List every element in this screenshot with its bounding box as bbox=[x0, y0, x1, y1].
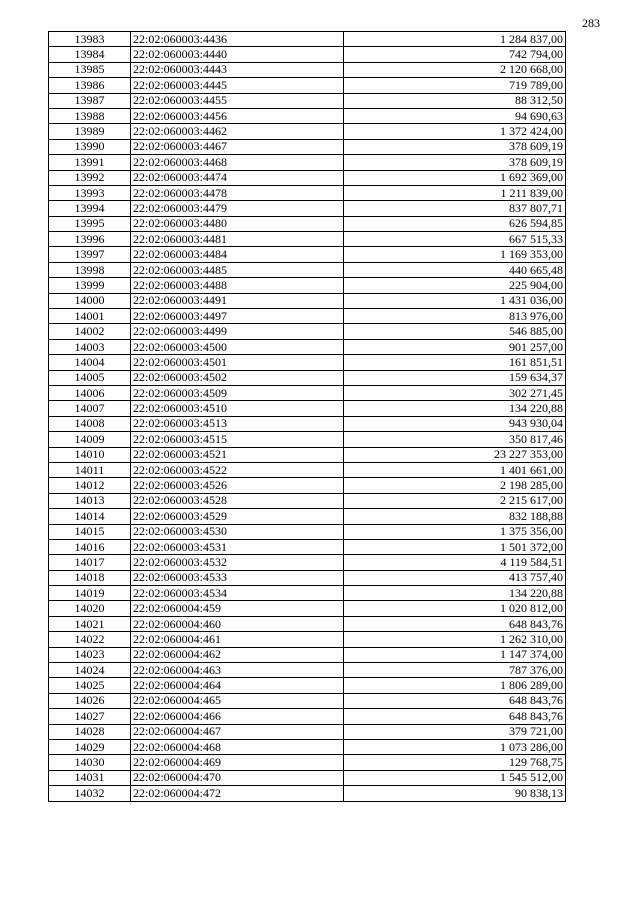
table-row bbox=[49, 632, 566, 647]
row-number-cell: 14032 bbox=[49, 786, 131, 801]
table-row bbox=[49, 755, 566, 770]
cadastral-value-cell: 719 789,00 bbox=[344, 78, 566, 93]
row-number-cell: 14000 bbox=[49, 293, 131, 308]
cadastral-number-cell: 22:02:060003:4501 bbox=[131, 355, 344, 370]
row-number-cell: 14030 bbox=[49, 755, 131, 770]
cadastral-number-cell: 22:02:060004:459 bbox=[131, 601, 344, 616]
row-number-cell: 14020 bbox=[49, 601, 131, 616]
cadastral-value-cell: 88 312,50 bbox=[344, 93, 566, 108]
row-number-cell: 14012 bbox=[49, 478, 131, 493]
cadastral-number-cell: 22:02:060004:463 bbox=[131, 663, 344, 678]
cadastral-value-cell: 440 665,48 bbox=[344, 262, 566, 277]
table-row bbox=[49, 493, 566, 508]
cadastral-value-cell: 413 757,40 bbox=[344, 570, 566, 585]
cadastral-number-cell: 22:02:060004:465 bbox=[131, 693, 344, 708]
table-row bbox=[49, 201, 566, 216]
cadastral-number-cell: 22:02:060004:461 bbox=[131, 632, 344, 647]
table-row bbox=[49, 770, 566, 785]
row-number-cell: 13998 bbox=[49, 262, 131, 277]
table-row bbox=[49, 539, 566, 554]
cadastral-number-cell: 22:02:060004:460 bbox=[131, 616, 344, 631]
table-row bbox=[49, 724, 566, 739]
row-number-cell: 14014 bbox=[49, 509, 131, 524]
table-row bbox=[49, 786, 566, 801]
cadastral-number-cell: 22:02:060004:470 bbox=[131, 770, 344, 785]
cadastral-number-cell: 22:02:060003:4531 bbox=[131, 539, 344, 554]
cadastral-value-cell: 648 843,76 bbox=[344, 616, 566, 631]
cadastral-number-cell: 22:02:060003:4510 bbox=[131, 401, 344, 416]
cadastral-value-cell: 1 211 839,00 bbox=[344, 185, 566, 200]
table-row bbox=[49, 232, 566, 247]
row-number-cell: 14006 bbox=[49, 385, 131, 400]
cadastral-value-cell: 94 690,63 bbox=[344, 108, 566, 123]
cadastral-value-cell: 225 904,00 bbox=[344, 278, 566, 293]
cadastral-value-cell: 379 721,00 bbox=[344, 724, 566, 739]
table-row bbox=[49, 93, 566, 108]
cadastral-number-cell: 22:02:060003:4484 bbox=[131, 247, 344, 262]
row-number-cell: 13999 bbox=[49, 278, 131, 293]
cadastral-value-cell: 742 794,00 bbox=[344, 47, 566, 62]
cadastral-number-cell: 22:02:060003:4502 bbox=[131, 370, 344, 385]
cadastral-number-cell: 22:02:060003:4513 bbox=[131, 416, 344, 431]
cadastral-number-cell: 22:02:060003:4478 bbox=[131, 185, 344, 200]
cadastral-value-cell: 134 220,88 bbox=[344, 401, 566, 416]
cadastral-number-cell: 22:02:060003:4528 bbox=[131, 493, 344, 508]
cadastral-number-cell: 22:02:060004:462 bbox=[131, 647, 344, 662]
cadastral-value-cell: 2 198 285,00 bbox=[344, 478, 566, 493]
table-row bbox=[49, 62, 566, 77]
cadastral-value-cell: 129 768,75 bbox=[344, 755, 566, 770]
row-number-cell: 14021 bbox=[49, 616, 131, 631]
cadastral-number-cell: 22:02:060004:472 bbox=[131, 786, 344, 801]
cadastral-value-cell: 832 188,88 bbox=[344, 509, 566, 524]
row-number-cell: 14026 bbox=[49, 693, 131, 708]
cadastral-value-cell: 378 609,19 bbox=[344, 139, 566, 154]
table-row bbox=[49, 155, 566, 170]
row-number-cell: 13991 bbox=[49, 155, 131, 170]
row-number-cell: 14013 bbox=[49, 493, 131, 508]
cadastral-value-cell: 1 375 356,00 bbox=[344, 524, 566, 539]
table-row bbox=[49, 663, 566, 678]
cadastral-value-cell: 1 147 374,00 bbox=[344, 647, 566, 662]
cadastral-value-cell: 350 817,46 bbox=[344, 432, 566, 447]
cadastral-number-cell: 22:02:060003:4497 bbox=[131, 309, 344, 324]
cadastral-number-cell: 22:02:060003:4509 bbox=[131, 385, 344, 400]
cadastral-number-cell: 22:02:060004:466 bbox=[131, 709, 344, 724]
table-row bbox=[49, 124, 566, 139]
table-row bbox=[49, 216, 566, 231]
table-row bbox=[49, 647, 566, 662]
cadastral-value-cell: 648 843,76 bbox=[344, 709, 566, 724]
cadastral-number-cell: 22:02:060003:4440 bbox=[131, 47, 344, 62]
cadastral-number-cell: 22:02:060003:4515 bbox=[131, 432, 344, 447]
cadastral-value-cell: 1 401 661,00 bbox=[344, 462, 566, 477]
table-row bbox=[49, 555, 566, 570]
cadastral-value-table bbox=[48, 31, 566, 802]
cadastral-number-cell: 22:02:060003:4436 bbox=[131, 32, 344, 47]
cadastral-value-cell: 546 885,00 bbox=[344, 324, 566, 339]
cadastral-number-cell: 22:02:060003:4456 bbox=[131, 108, 344, 123]
row-number-cell: 13986 bbox=[49, 78, 131, 93]
cadastral-value-cell: 90 838,13 bbox=[344, 786, 566, 801]
table-row bbox=[49, 170, 566, 185]
cadastral-number-cell: 22:02:060003:4443 bbox=[131, 62, 344, 77]
table-row bbox=[49, 462, 566, 477]
row-number-cell: 14028 bbox=[49, 724, 131, 739]
cadastral-number-cell: 22:02:060004:469 bbox=[131, 755, 344, 770]
cadastral-value-cell: 1 431 036,00 bbox=[344, 293, 566, 308]
row-number-cell: 13993 bbox=[49, 185, 131, 200]
row-number-cell: 14003 bbox=[49, 339, 131, 354]
cadastral-value-cell: 1 262 310,00 bbox=[344, 632, 566, 647]
cadastral-value-cell: 1 806 289,00 bbox=[344, 678, 566, 693]
cadastral-value-cell: 1 372 424,00 bbox=[344, 124, 566, 139]
row-number-cell: 14018 bbox=[49, 570, 131, 585]
table-row bbox=[49, 324, 566, 339]
table-row bbox=[49, 447, 566, 462]
table-row bbox=[49, 139, 566, 154]
table-row bbox=[49, 108, 566, 123]
cadastral-value-cell: 4 119 584,51 bbox=[344, 555, 566, 570]
row-number-cell: 13990 bbox=[49, 139, 131, 154]
row-number-cell: 13997 bbox=[49, 247, 131, 262]
cadastral-number-cell: 22:02:060003:4530 bbox=[131, 524, 344, 539]
row-number-cell: 14029 bbox=[49, 739, 131, 754]
table-row bbox=[49, 355, 566, 370]
row-number-cell: 14001 bbox=[49, 309, 131, 324]
row-number-cell: 13995 bbox=[49, 216, 131, 231]
cadastral-number-cell: 22:02:060003:4474 bbox=[131, 170, 344, 185]
cadastral-value-cell: 1 284 837,00 bbox=[344, 32, 566, 47]
table-row bbox=[49, 32, 566, 47]
row-number-cell: 14016 bbox=[49, 539, 131, 554]
row-number-cell: 13992 bbox=[49, 170, 131, 185]
cadastral-value-cell: 901 257,00 bbox=[344, 339, 566, 354]
row-number-cell: 13987 bbox=[49, 93, 131, 108]
cadastral-value-cell: 837 807,71 bbox=[344, 201, 566, 216]
cadastral-number-cell: 22:02:060003:4468 bbox=[131, 155, 344, 170]
table-row bbox=[49, 370, 566, 385]
table-row bbox=[49, 478, 566, 493]
table-row bbox=[49, 185, 566, 200]
cadastral-number-cell: 22:02:060004:467 bbox=[131, 724, 344, 739]
cadastral-number-cell: 22:02:060003:4485 bbox=[131, 262, 344, 277]
row-number-cell: 14015 bbox=[49, 524, 131, 539]
table-row bbox=[49, 570, 566, 585]
table-row bbox=[49, 693, 566, 708]
table-row bbox=[49, 616, 566, 631]
row-number-cell: 14002 bbox=[49, 324, 131, 339]
cadastral-number-cell: 22:02:060003:4499 bbox=[131, 324, 344, 339]
cadastral-value-cell: 626 594,85 bbox=[344, 216, 566, 231]
cadastral-value-cell: 1 501 372,00 bbox=[344, 539, 566, 554]
cadastral-number-cell: 22:02:060003:4455 bbox=[131, 93, 344, 108]
row-number-cell: 14024 bbox=[49, 663, 131, 678]
cadastral-number-cell: 22:02:060003:4491 bbox=[131, 293, 344, 308]
table-row bbox=[49, 247, 566, 262]
table-row bbox=[49, 385, 566, 400]
row-number-cell: 13989 bbox=[49, 124, 131, 139]
table-row bbox=[49, 47, 566, 62]
row-number-cell: 14031 bbox=[49, 770, 131, 785]
row-number-cell: 14019 bbox=[49, 586, 131, 601]
row-number-cell: 14008 bbox=[49, 416, 131, 431]
table-row bbox=[49, 293, 566, 308]
cadastral-number-cell: 22:02:060003:4532 bbox=[131, 555, 344, 570]
cadastral-number-cell: 22:02:060003:4481 bbox=[131, 232, 344, 247]
table-row bbox=[49, 601, 566, 616]
cadastral-value-cell: 1 692 369,00 bbox=[344, 170, 566, 185]
cadastral-number-cell: 22:02:060003:4488 bbox=[131, 278, 344, 293]
cadastral-number-cell: 22:02:060003:4500 bbox=[131, 339, 344, 354]
row-number-cell: 14010 bbox=[49, 447, 131, 462]
cadastral-value-cell: 134 220,88 bbox=[344, 586, 566, 601]
table-row bbox=[49, 278, 566, 293]
cadastral-value-cell: 2 215 617,00 bbox=[344, 493, 566, 508]
cadastral-number-cell: 22:02:060003:4462 bbox=[131, 124, 344, 139]
row-number-cell: 13985 bbox=[49, 62, 131, 77]
cadastral-value-cell: 667 515,33 bbox=[344, 232, 566, 247]
cadastral-number-cell: 22:02:060003:4445 bbox=[131, 78, 344, 93]
table-body bbox=[49, 32, 566, 802]
cadastral-value-cell: 1 073 286,00 bbox=[344, 739, 566, 754]
row-number-cell: 14025 bbox=[49, 678, 131, 693]
cadastral-number-cell: 22:02:060004:468 bbox=[131, 739, 344, 754]
row-number-cell: 13996 bbox=[49, 232, 131, 247]
cadastral-value-cell: 159 634,37 bbox=[344, 370, 566, 385]
cadastral-value-cell: 1 545 512,00 bbox=[344, 770, 566, 785]
table-row bbox=[49, 678, 566, 693]
table-row bbox=[49, 78, 566, 93]
row-number-cell: 14027 bbox=[49, 709, 131, 724]
cadastral-number-cell: 22:02:060003:4529 bbox=[131, 509, 344, 524]
table-row bbox=[49, 416, 566, 431]
table-row bbox=[49, 709, 566, 724]
table-row bbox=[49, 432, 566, 447]
cadastral-number-cell: 22:02:060003:4522 bbox=[131, 462, 344, 477]
cadastral-number-cell: 22:02:060003:4467 bbox=[131, 139, 344, 154]
cadastral-value-cell: 2 120 668,00 bbox=[344, 62, 566, 77]
cadastral-number-cell: 22:02:060003:4534 bbox=[131, 586, 344, 601]
cadastral-value-cell: 648 843,76 bbox=[344, 693, 566, 708]
cadastral-value-cell: 943 930,04 bbox=[344, 416, 566, 431]
table-row bbox=[49, 401, 566, 416]
table-row bbox=[49, 262, 566, 277]
cadastral-value-cell: 161 851,51 bbox=[344, 355, 566, 370]
row-number-cell: 14017 bbox=[49, 555, 131, 570]
cadastral-number-cell: 22:02:060003:4521 bbox=[131, 447, 344, 462]
cadastral-value-cell: 787 376,00 bbox=[344, 663, 566, 678]
row-number-cell: 14022 bbox=[49, 632, 131, 647]
cadastral-value-cell: 378 609,19 bbox=[344, 155, 566, 170]
table-row bbox=[49, 309, 566, 324]
cadastral-value-cell: 1 169 353,00 bbox=[344, 247, 566, 262]
row-number-cell: 14011 bbox=[49, 462, 131, 477]
row-number-cell: 14004 bbox=[49, 355, 131, 370]
cadastral-number-cell: 22:02:060003:4479 bbox=[131, 201, 344, 216]
cadastral-number-cell: 22:02:060004:464 bbox=[131, 678, 344, 693]
cadastral-value-cell: 23 227 353,00 bbox=[344, 447, 566, 462]
table-row bbox=[49, 739, 566, 754]
row-number-cell: 14005 bbox=[49, 370, 131, 385]
table-row bbox=[49, 586, 566, 601]
cadastral-number-cell: 22:02:060003:4533 bbox=[131, 570, 344, 585]
page-number: 283 bbox=[582, 16, 600, 30]
row-number-cell: 13984 bbox=[49, 47, 131, 62]
row-number-cell: 13994 bbox=[49, 201, 131, 216]
cadastral-value-cell: 1 020 812,00 bbox=[344, 601, 566, 616]
row-number-cell: 14009 bbox=[49, 432, 131, 447]
row-number-cell: 14023 bbox=[49, 647, 131, 662]
cadastral-value-cell: 302 271,45 bbox=[344, 385, 566, 400]
row-number-cell: 13983 bbox=[49, 32, 131, 47]
cadastral-number-cell: 22:02:060003:4526 bbox=[131, 478, 344, 493]
row-number-cell: 14007 bbox=[49, 401, 131, 416]
row-number-cell: 13988 bbox=[49, 108, 131, 123]
table-row bbox=[49, 339, 566, 354]
cadastral-value-cell: 813 976,00 bbox=[344, 309, 566, 324]
table-row bbox=[49, 524, 566, 539]
cadastral-number-cell: 22:02:060003:4480 bbox=[131, 216, 344, 231]
table-row bbox=[49, 509, 566, 524]
